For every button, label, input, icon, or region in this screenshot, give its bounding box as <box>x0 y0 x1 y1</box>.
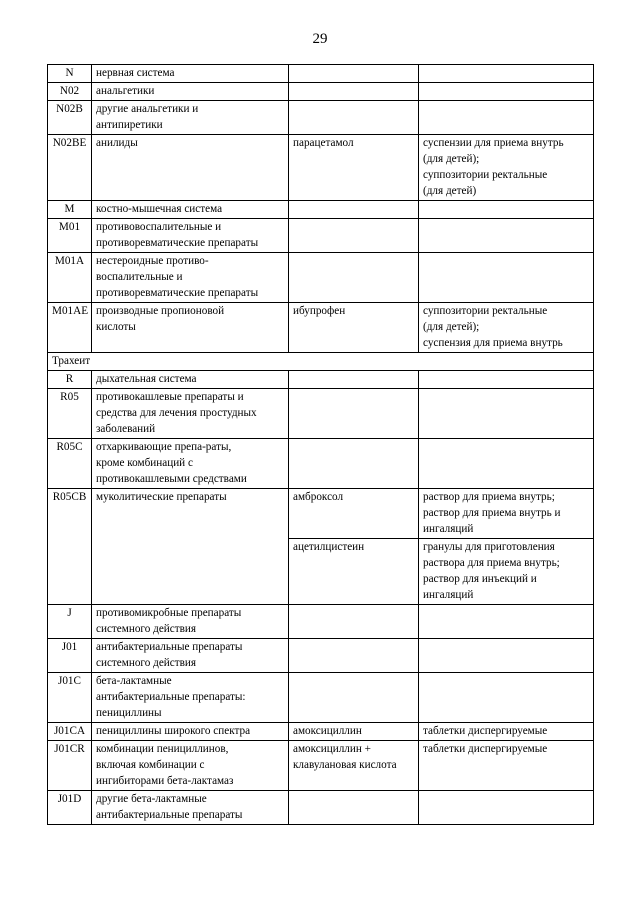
cell-line: другие анальгетики и <box>96 103 199 115</box>
cell-line: суппозитории ректальные <box>423 305 548 317</box>
cell-line: ибупрофен <box>293 305 346 317</box>
cell-line: антибактериальные препараты: <box>96 691 246 703</box>
cell-line: (для детей); <box>423 321 480 333</box>
cell-line: производные пропионовой <box>96 305 225 317</box>
atc-code-cell: R05CB <box>48 489 92 605</box>
cell-line: противоревматические препараты <box>96 237 259 249</box>
atc-group-cell <box>92 135 289 201</box>
dosage-form-cell <box>419 135 594 201</box>
dosage-form-cell <box>419 65 594 83</box>
atc-group-cell <box>92 65 289 83</box>
drug-name-cell <box>289 371 419 389</box>
cell-line: противомикробные препараты <box>96 607 242 619</box>
cell-line: (для детей) <box>423 185 477 197</box>
atc-code-cell: M01 <box>48 219 92 253</box>
drug-name-cell <box>289 741 419 791</box>
atc-group-cell <box>92 741 289 791</box>
dosage-form-cell <box>419 83 594 101</box>
table-row <box>48 605 594 639</box>
drug-name-cell <box>289 253 419 303</box>
atc-code-cell: R05C <box>48 439 92 489</box>
drug-name-cell <box>289 83 419 101</box>
atc-group-cell <box>92 673 289 723</box>
drug-name-cell <box>289 101 419 135</box>
atc-group-cell <box>92 723 289 741</box>
cell-line: раствор для приема внутрь и <box>423 507 561 519</box>
dosage-form-cell <box>419 791 594 825</box>
atc-group-cell <box>92 389 289 439</box>
atc-code-cell: R05 <box>48 389 92 439</box>
atc-code-cell: N02B <box>48 101 92 135</box>
drug-name-cell <box>289 539 419 605</box>
table-body <box>48 65 594 825</box>
cell-line: нервная система <box>96 67 175 79</box>
cell-line: системного действия <box>96 623 197 635</box>
dosage-form-cell <box>419 219 594 253</box>
cell-line: заболеваний <box>96 423 156 435</box>
atc-group-cell <box>92 101 289 135</box>
atc-code-cell: J <box>48 605 92 639</box>
cell-line: (для детей); <box>423 153 480 165</box>
atc-code-cell: J01D <box>48 791 92 825</box>
cell-line: ингибиторами бета-лактамаз <box>96 775 234 787</box>
dosage-form-cell <box>419 303 594 353</box>
dosage-form-cell <box>419 605 594 639</box>
atc-group-cell <box>92 83 289 101</box>
section-title: Трахеит <box>48 353 594 371</box>
page-number: 29 <box>312 31 328 47</box>
cell-line: дыхательная система <box>96 373 197 385</box>
cell-line: раствор для инъекций и <box>423 573 537 585</box>
cell-line: пенициллины широкого спектра <box>96 725 251 737</box>
drug-name-cell <box>289 135 419 201</box>
table-row <box>48 489 594 539</box>
drug-name-cell <box>289 219 419 253</box>
atc-group-cell <box>92 219 289 253</box>
cell-line: раствора для приема внутрь; <box>423 557 560 569</box>
cell-line: антибактериальные препараты <box>96 809 243 821</box>
cell-line: ацетилцистеин <box>293 541 365 553</box>
atc-group-cell <box>92 371 289 389</box>
table-row <box>48 83 594 101</box>
cell-line: другие бета-лактамные <box>96 793 207 805</box>
dosage-form-cell <box>419 673 594 723</box>
cell-line: ингаляций <box>423 523 474 535</box>
cell-line: противовоспалительные и <box>96 221 222 233</box>
drug-name-cell <box>289 489 419 539</box>
atc-group-cell <box>92 639 289 673</box>
cell-line: анальгетики <box>96 85 155 97</box>
table-row <box>48 101 594 135</box>
dosage-form-cell <box>419 201 594 219</box>
table-row <box>48 135 594 201</box>
dosage-form-cell <box>419 101 594 135</box>
atc-group-cell <box>92 303 289 353</box>
table-row <box>48 201 594 219</box>
cell-line: противокашлевые препараты и <box>96 391 244 403</box>
cell-line: комбинации пенициллинов, <box>96 743 229 755</box>
cell-line: кроме комбинаций с <box>96 457 193 469</box>
atc-code-cell: M01AE <box>48 303 92 353</box>
atc-code-cell: M <box>48 201 92 219</box>
cell-line: амоксициллин + <box>293 743 371 755</box>
atc-code-cell: J01C <box>48 673 92 723</box>
drug-name-cell <box>289 791 419 825</box>
atc-code-cell: J01CA <box>48 723 92 741</box>
drug-name-cell <box>289 673 419 723</box>
cell-line: антипиретики <box>96 119 163 131</box>
table-row <box>48 639 594 673</box>
cell-line: амоксициллин <box>293 725 362 737</box>
dosage-form-cell <box>419 253 594 303</box>
drug-name-cell <box>289 639 419 673</box>
drug-name-cell <box>289 723 419 741</box>
dosage-form-cell <box>419 741 594 791</box>
table-row <box>48 723 594 741</box>
dosage-form-cell <box>419 539 594 605</box>
cell-line: антибактериальные препараты <box>96 641 243 653</box>
cell-line: гранулы для приготовления <box>423 541 555 553</box>
drug-name-cell <box>289 605 419 639</box>
atc-code-cell: R <box>48 371 92 389</box>
table-row <box>48 389 594 439</box>
cell-line: таблетки диспергируемые <box>423 725 548 737</box>
atc-code-cell: N <box>48 65 92 83</box>
dosage-form-cell <box>419 489 594 539</box>
cell-line: костно-мышечная система <box>96 203 223 215</box>
cell-line: муколитические препараты <box>96 491 227 503</box>
cell-line: ингаляций <box>423 589 474 601</box>
cell-line: амброксол <box>293 491 344 503</box>
cell-line: системного действия <box>96 657 197 669</box>
table-row <box>48 791 594 825</box>
atc-group-cell <box>92 489 289 605</box>
atc-group-cell <box>92 439 289 489</box>
cell-line: клавулановая кислота <box>293 759 397 771</box>
dosage-form-cell <box>419 439 594 489</box>
atc-code-cell: J01CR <box>48 741 92 791</box>
atc-group-cell <box>92 201 289 219</box>
atc-group-cell <box>92 253 289 303</box>
atc-group-cell <box>92 791 289 825</box>
cell-line: кислоты <box>96 321 136 333</box>
cell-line: включая комбинации с <box>96 759 205 771</box>
cell-line: парацетамол <box>293 137 354 149</box>
table-row <box>48 673 594 723</box>
atc-group-cell <box>92 605 289 639</box>
dosage-form-cell <box>419 389 594 439</box>
atc-code-cell: N02 <box>48 83 92 101</box>
drug-name-cell <box>289 389 419 439</box>
cell-line: отхаркивающие препа-раты, <box>96 441 232 453</box>
table-row <box>48 219 594 253</box>
drug-name-cell <box>289 65 419 83</box>
atc-code-cell: M01A <box>48 253 92 303</box>
drug-classification-table <box>47 64 594 825</box>
atc-code-cell: N02BE <box>48 135 92 201</box>
cell-line: противоревматические препараты <box>96 287 259 299</box>
cell-line: нестероидные противо- <box>96 255 209 267</box>
cell-line: раствор для приема внутрь; <box>423 491 555 503</box>
cell-line: бета-лактамные <box>96 675 172 687</box>
drug-name-cell <box>289 303 419 353</box>
table-row <box>48 371 594 389</box>
table-row <box>48 303 594 353</box>
drug-name-cell <box>289 439 419 489</box>
cell-line: пенициллины <box>96 707 162 719</box>
cell-line: суспензии для приема внутрь <box>423 137 564 149</box>
dosage-form-cell <box>419 371 594 389</box>
cell-line: суппозитории ректальные <box>423 169 548 181</box>
cell-line: противокашлевыми средствами <box>96 473 247 485</box>
table-row <box>48 253 594 303</box>
table-row <box>48 741 594 791</box>
cell-line: анилиды <box>96 137 138 149</box>
cell-line: средства для лечения простудных <box>96 407 257 419</box>
section-header-row <box>48 353 594 371</box>
table-row <box>48 439 594 489</box>
drug-name-cell <box>289 201 419 219</box>
atc-code-cell: J01 <box>48 639 92 673</box>
cell-line: таблетки диспергируемые <box>423 743 548 755</box>
dosage-form-cell <box>419 639 594 673</box>
dosage-form-cell <box>419 723 594 741</box>
cell-line: суспензия для приема внутрь <box>423 337 563 349</box>
cell-line: воспалительные и <box>96 271 183 283</box>
table-row <box>48 65 594 83</box>
